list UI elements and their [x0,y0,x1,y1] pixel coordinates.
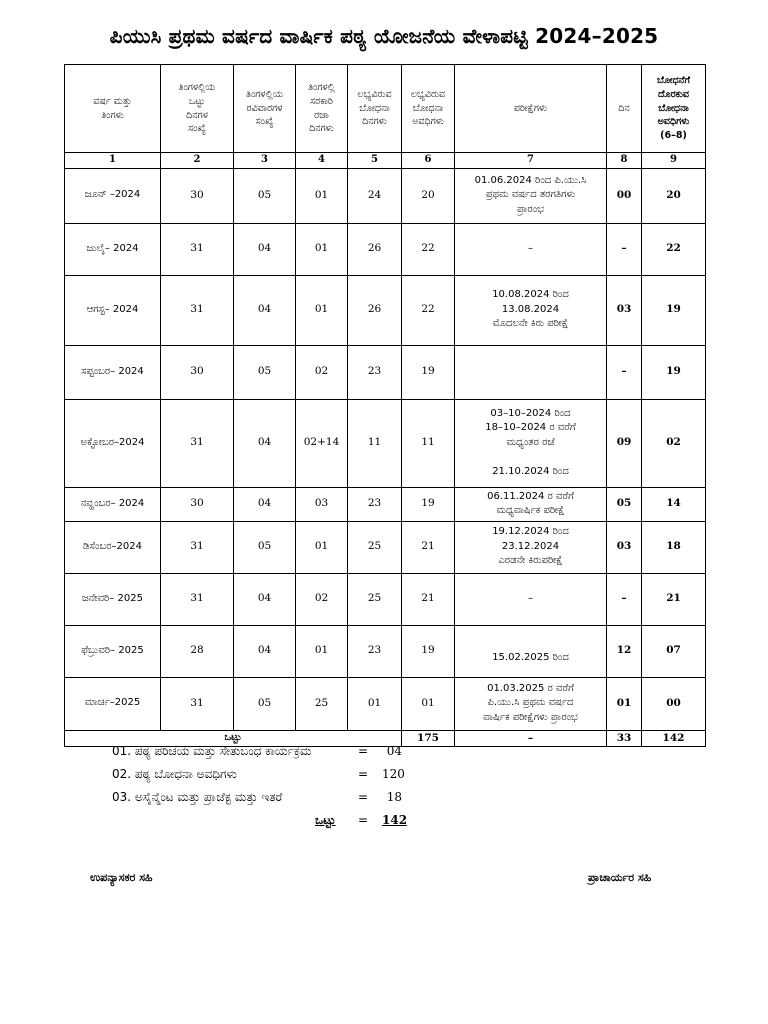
header-line: ದಿನ [618,102,630,114]
summary-eq: = [358,767,369,781]
column-number: 4 [296,153,348,169]
column-number: 5 [348,153,402,169]
exams-line: 19.12.2024 ರಿಂದ [492,526,569,538]
holidays-cell: 01 [296,275,348,345]
table-row [65,625,706,677]
header-line: ದಿನಗಳು [362,116,387,128]
header-cell [65,65,161,153]
header-line: ಅವಧಿಗಳು [412,116,444,128]
available-periods-cell: 19 [642,275,706,345]
exams-line: ಪ್ರಾರಂಭ [517,203,544,215]
exams-line: ವಾರ್ಷಿಕ ಪರೀಕ್ಷೆಗಳು ಪ್ರಾರಂಭ [483,711,578,723]
sundays-cell: 04 [234,399,296,487]
header-cell [607,65,642,153]
exams-cell [455,168,607,223]
available-periods-cell: 19 [642,345,706,399]
teaching-days-cell: 23 [348,487,402,521]
teaching-days-cell: 25 [348,573,402,625]
column-number: 8 [607,153,642,169]
column-number: 2 [161,153,234,169]
header-row [65,65,706,153]
exams-line: – [528,592,533,604]
table-row [65,399,706,487]
total-label: ಒಟ್ಟು [65,730,402,746]
sundays-cell: 05 [234,168,296,223]
holidays-cell: 02 [296,345,348,399]
page-title: ಪಿಯುಸಿ ಪ್ರಥಮ ವರ್ಷದ ವಾರ್ಷಿಕ ಪಠ್ಯ ಯೋಜನೆಯ ವೇಳಾಪಟ್ಟಿ 2024–2025 [109,24,659,48]
days-cell: 05 [607,487,642,521]
periods-cell: 01 [402,677,455,730]
days-cell: 09 [607,399,642,487]
header-line: ದಿನಗಳ [186,109,208,121]
principal-signature: ಪ್ರಾಚಾರ್ಯರ ಸಹಿ [588,871,652,884]
periods-cell: 22 [402,223,455,275]
header-line: ತಿಂಗಳಲ್ಲಿ [308,81,335,93]
exams-line: 10.08.2024 ರಿಂದ [492,289,569,301]
summary-eq: = [358,744,369,758]
summary-label: 03. ಅಸೈನ್ಮೆಂಟ ಮತ್ತು ಪ್ರಾಜೆಕ್ಟ ಮತ್ತು ಇತರೆ [112,790,283,804]
column-number: 9 [642,153,706,169]
teaching-days-cell: 25 [348,521,402,573]
month-cell: ಆಗಸ್ಟ– 2024 [65,275,161,345]
exams-cell [455,677,607,730]
periods-cell: 21 [402,521,455,573]
month-cell: ಮಾರ್ಚ–2025 [65,677,161,730]
sundays-cell: 04 [234,573,296,625]
total-days-cell: 31 [161,573,234,625]
header-line: ವರ್ಷ ಮತ್ತು [93,95,132,107]
sundays-cell: 04 [234,275,296,345]
days-cell: – [607,573,642,625]
periods-cell: 19 [402,487,455,521]
header-line: ಸರಕಾರಿ [310,95,333,107]
exams-cell [455,521,607,573]
exams-line: 15.02.2025 ರಿಂದ [492,652,569,663]
holidays-cell: 02+14 [296,399,348,487]
holidays-cell: 03 [296,487,348,521]
days-cell: 01 [607,677,642,730]
days-cell: – [607,345,642,399]
periods-cell: 11 [402,399,455,487]
total-days-cell: 30 [161,168,234,223]
sundays-cell: 05 [234,521,296,573]
periods-cell: 19 [402,625,455,677]
sundays-cell: 04 [234,625,296,677]
header-line: ರವಿವಾರಗಳ [246,102,283,114]
exams-line: 03–10–2024 ರಿಂದ [490,407,571,419]
teaching-days-cell: 11 [348,399,402,487]
total-days-cell: 31 [161,223,234,275]
column-number: 3 [234,153,296,169]
total-days-cell: 30 [161,345,234,399]
table-row [65,521,706,573]
month-cell: ನವ್ಹಂಬರ– 2024 [65,487,161,521]
total-periods: 175 [402,730,455,746]
exams-line: ಪ್ರಥಮ ವರ್ಷದ ತರಗತಿಗಳು [485,189,576,201]
column-number: 1 [65,153,161,169]
periods-cell: 22 [402,275,455,345]
available-periods-cell: 20 [642,168,706,223]
header-line: ಸಂಖ್ಯೆ [188,123,206,135]
header-line: ಸಂಖ್ಯೆ [255,116,274,128]
total-days-cell: 31 [161,275,234,345]
exams-cell [455,223,607,275]
holidays-cell: 02 [296,573,348,625]
summary-label: 02. ಪಠ್ಯ ಬೋಧನಾ ಅವಧಿಗಳು [112,767,237,781]
exams-line: ಮೊದಲನೇ ಕಿರು ಪರೀಕ್ಷೆ [492,318,569,330]
summary-label: 01. ಪಠ್ಯ ಪರಿಚಯ ಮತ್ತು ಸೇತುಬಂಧ ಕಾರ್ಯಕ್ರಮ [112,744,312,758]
summary-total-value: 142 [382,813,408,827]
days-cell: 12 [607,625,642,677]
exams-line: ಎರಡನೇ ಕಿರುಪರೀಕ್ಷೆ [498,555,563,567]
sundays-cell: 05 [234,677,296,730]
month-cell: ಸಪ್ಟಂಬರ– 2024 [65,345,161,399]
summary-total-label: ಒಟ್ಟು [315,813,336,827]
header-cell [348,65,402,153]
summary-eq: = [358,790,369,804]
exams-line: 01.06.2024 ರಿಂದ ಪಿ.ಯು.ಸಿ [474,174,587,186]
header-cell [402,65,455,153]
holidays-cell: 25 [296,677,348,730]
exams-line: – [528,242,533,254]
total-available-periods: 142 [642,730,706,746]
holidays-cell: 01 [296,521,348,573]
header-line: ಲಭ್ಯವಿರುವ [357,88,392,100]
header-line: ಬೋಧನಾ [658,102,689,114]
teaching-days-cell: 26 [348,223,402,275]
total-days-cell: 30 [161,487,234,521]
summary-total-eq: = [358,813,369,827]
summary-value: 18 [386,790,402,804]
header-line: ರಜಾ [314,109,329,121]
periods-cell: 20 [402,168,455,223]
exams-line: 06.11.2024 ರ ವರೆಗೆ [487,490,574,502]
summary-value: 04 [386,744,402,758]
plan-table [64,64,706,747]
table-row [65,275,706,345]
header-line: ಪರೀಕ್ಷೆಗಳು [513,102,548,114]
table-row [65,677,706,730]
lecturer-signature: ಉಪನ್ಯಾಸಕರ ಸಹಿ [90,871,153,884]
month-cell: ಡಿಸೆಂಬರ–2024 [65,521,161,573]
header-line: ಒಟ್ಟು [188,95,206,107]
header-line: ದೊರಕುವ [658,88,689,100]
summary-value: 120 [382,767,405,781]
exams-cell [455,625,607,677]
month-cell: ಜುಲೈ– 2024 [65,223,161,275]
header-line: (6–8) [660,130,687,142]
header-line: ಬೋಧನೆಗೆ [657,75,690,87]
sundays-cell: 05 [234,345,296,399]
column-number: 6 [402,153,455,169]
exams-line: 18–10–2024 ರ ವರೆಗೆ [485,422,576,434]
available-periods-cell: 21 [642,573,706,625]
available-periods-cell: 07 [642,625,706,677]
table-row [65,487,706,521]
exams-cell [455,345,607,399]
teaching-days-cell: 24 [348,168,402,223]
table-row [65,573,706,625]
holidays-cell: 01 [296,625,348,677]
total-days-cell: 31 [161,677,234,730]
header-cell [455,65,607,153]
days-cell: 03 [607,521,642,573]
available-periods-cell: 00 [642,677,706,730]
header-cell [161,65,234,153]
header-line: ತಿಂಗಳಲ್ಲಿಯ [178,81,216,93]
days-cell: 03 [607,275,642,345]
days-cell: 00 [607,168,642,223]
available-periods-cell: 18 [642,521,706,573]
exams-cell [455,573,607,625]
periods-cell: 19 [402,345,455,399]
column-number: 7 [455,153,607,169]
exams-line: ಮಧ್ಯವಾರ್ಷಿಕ ಪರೀಕ್ಷೆ [496,505,565,516]
exams-line: 23.12.2024 [501,540,560,552]
exams-line: ಪಿ.ಯು.ಸಿ ಪ್ರಥಮ ವರ್ಷದ [487,697,574,709]
exams-line: ಮಧ್ಯಂತರ ರಜೆ [506,436,555,448]
header-cell [642,65,706,153]
table-row [65,168,706,223]
teaching-days-cell: 23 [348,345,402,399]
header-cell [234,65,296,153]
holidays-cell: 01 [296,168,348,223]
teaching-days-cell: 23 [348,625,402,677]
exams-line: 01.03.2025 ರ ವರೆಗೆ [487,682,574,694]
holidays-cell: 01 [296,223,348,275]
header-line: ದಿನಗಳು [309,123,334,135]
header-line: ತಿಂಗಳಲ್ಲಿಯ [246,88,283,100]
sundays-cell: 04 [234,487,296,521]
exams-line: 21.10.2024 ರಿಂದ [492,465,569,477]
total-exams: – [455,730,607,746]
header-cell [296,65,348,153]
total-days-cell: 31 [161,399,234,487]
total-days: 33 [607,730,642,746]
month-cell: ಜೂನ್ –2024 [65,168,161,223]
header-line: ತಿಂಗಳು [101,109,124,121]
available-periods-cell: 02 [642,399,706,487]
available-periods-cell: 14 [642,487,706,521]
sundays-cell: 04 [234,223,296,275]
table-row [65,223,706,275]
header-line: ಬೋಧನಾ [412,102,444,114]
available-periods-cell: 22 [642,223,706,275]
periods-cell: 21 [402,573,455,625]
header-line: ಲಭ್ಯವಿರುವ [410,88,446,100]
total-days-cell: 31 [161,521,234,573]
header-line: ಅವಧಿಗಳು [657,116,690,128]
table-row [65,345,706,399]
total-days-cell: 28 [161,625,234,677]
exams-cell [455,275,607,345]
exams-line: 13.08.2024 [501,303,560,315]
exams-cell [455,399,607,487]
teaching-days-cell: 26 [348,275,402,345]
month-cell: ಜನೇವರಿ– 2025 [65,573,161,625]
days-cell: – [607,223,642,275]
exams-cell [455,487,607,521]
teaching-days-cell: 01 [348,677,402,730]
column-number-row [65,153,706,169]
month-cell: ಫೆಬ್ರುವರಿ– 2025 [65,625,161,677]
header-line: ಬೋಧನಾ [359,102,390,114]
month-cell: ಅಕ್ಟೋಬರ–2024 [65,399,161,487]
